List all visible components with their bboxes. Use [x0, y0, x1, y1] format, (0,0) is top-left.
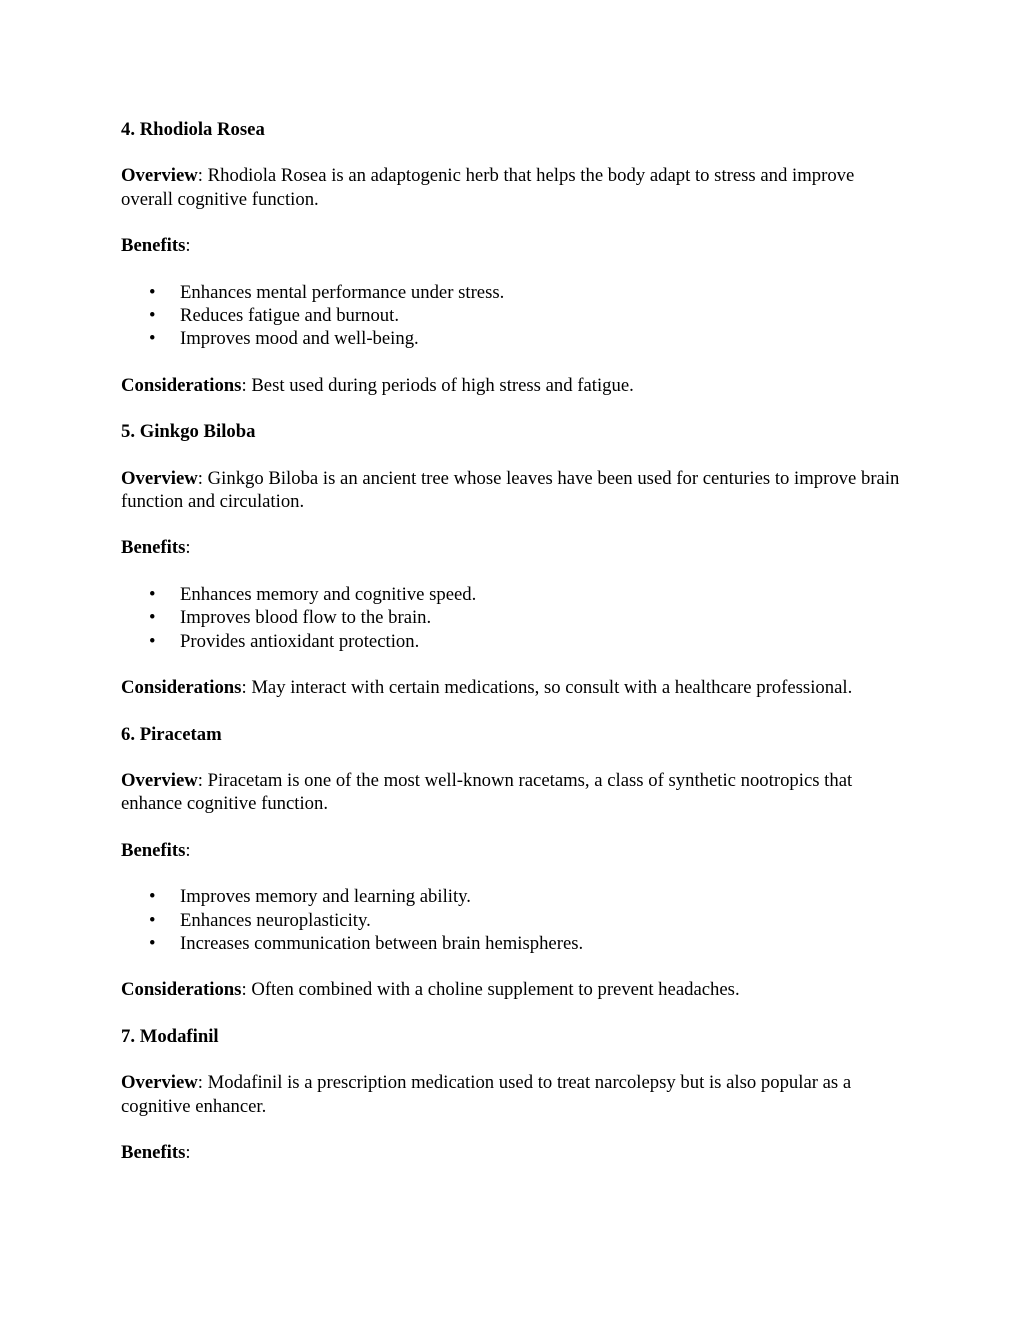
overview-text: : Ginkgo Biloba is an ancient tree whose leaves have been used for centuries to improve brain function and circulation.	[121, 467, 900, 513]
benefits-suffix: :	[185, 839, 191, 861]
benefits-label: Benefits	[121, 537, 186, 559]
section-heading: 7. Modafinil	[121, 1025, 219, 1047]
benefits-label: Benefits	[121, 1141, 186, 1163]
considerations-paragraph	[121, 978, 901, 1001]
list-item-text: Reduces fatigue and burnout.	[180, 305, 399, 327]
considerations-text: : Best used during periods of high stress and fatigue.	[241, 374, 634, 396]
benefits-heading	[121, 1141, 901, 1164]
list-item-text: Improves blood flow to the brain.	[180, 607, 432, 629]
section-modafinil	[121, 1025, 901, 1165]
overview-paragraph	[121, 467, 901, 514]
section-heading: 6. Piracetam	[121, 723, 222, 745]
overview-text: : Modafinil is a prescription medication used to treat narcolepsy but is also popular as a cognitive enhancer.	[121, 1072, 852, 1117]
benefits-list	[121, 885, 901, 955]
considerations-label: Considerations	[121, 677, 242, 699]
bullet-icon: •	[149, 281, 156, 303]
bullet-icon: •	[149, 932, 156, 954]
considerations-label: Considerations	[121, 979, 242, 1001]
benefits-suffix: :	[185, 537, 191, 559]
overview-label: Overview	[121, 467, 198, 489]
list-item-text: Enhances neuroplasticity.	[180, 909, 371, 931]
list-item	[121, 606, 901, 629]
list-item-text: Enhances memory and cognitive speed.	[180, 583, 477, 605]
considerations-label: Considerations	[121, 374, 242, 396]
list-item	[121, 932, 901, 955]
considerations-paragraph	[121, 374, 901, 397]
list-item-text: Enhances mental performance under stress.	[180, 281, 505, 303]
bullet-icon: •	[149, 630, 156, 652]
benefits-heading	[121, 839, 901, 862]
list-item-text: Provides antioxidant protection.	[180, 630, 420, 652]
bullet-icon: •	[149, 328, 156, 350]
bullet-icon: •	[149, 886, 156, 908]
overview-label: Overview	[121, 165, 198, 187]
list-item	[121, 630, 901, 653]
overview-label: Overview	[121, 769, 198, 791]
list-item	[121, 583, 901, 606]
overview-paragraph	[121, 164, 901, 211]
overview-paragraph	[121, 1071, 901, 1118]
overview-label: Overview	[121, 1072, 198, 1094]
document-page	[121, 118, 901, 1187]
overview-text: : Rhodiola Rosea is an adaptogenic herb that helps the body adapt to stress and improve overall cognitive function.	[121, 165, 855, 210]
list-item-text: Increases communication between brain hemispheres.	[180, 932, 584, 954]
list-item-text: Improves mood and well-being.	[180, 328, 419, 350]
section-rhodiola-rosea	[121, 118, 901, 397]
list-item	[121, 281, 901, 304]
benefits-list	[121, 583, 901, 653]
overview-paragraph	[121, 769, 901, 816]
list-item	[121, 909, 901, 932]
bullet-icon: •	[149, 305, 156, 327]
benefits-heading	[121, 234, 901, 257]
list-item-text: Improves memory and learning ability.	[180, 886, 471, 908]
list-item	[121, 327, 901, 350]
benefits-label: Benefits	[121, 839, 186, 861]
section-ginkgo-biloba	[121, 420, 901, 699]
section-heading: 5. Ginkgo Biloba	[121, 421, 256, 443]
considerations-text: : Often combined with a choline supplement to prevent headaches.	[241, 979, 740, 1001]
overview-text: : Piracetam is one of the most well-known racetams, a class of synthetic nootropics that enhance cognitive function.	[121, 769, 853, 815]
bullet-icon: •	[149, 583, 156, 605]
list-item	[121, 885, 901, 908]
bullet-icon: •	[149, 909, 156, 931]
considerations-paragraph	[121, 676, 901, 699]
benefits-list	[121, 281, 901, 351]
section-piracetam	[121, 723, 901, 1002]
section-heading: 4. Rhodiola Rosea	[121, 119, 265, 140]
benefits-suffix: :	[185, 1141, 191, 1163]
bullet-icon: •	[149, 607, 156, 629]
list-item	[121, 304, 901, 327]
benefits-heading	[121, 536, 901, 559]
benefits-label: Benefits	[121, 235, 186, 257]
considerations-text: : May interact with certain medications, so consult with a healthcare professional.	[241, 677, 853, 699]
benefits-suffix: :	[185, 235, 191, 257]
